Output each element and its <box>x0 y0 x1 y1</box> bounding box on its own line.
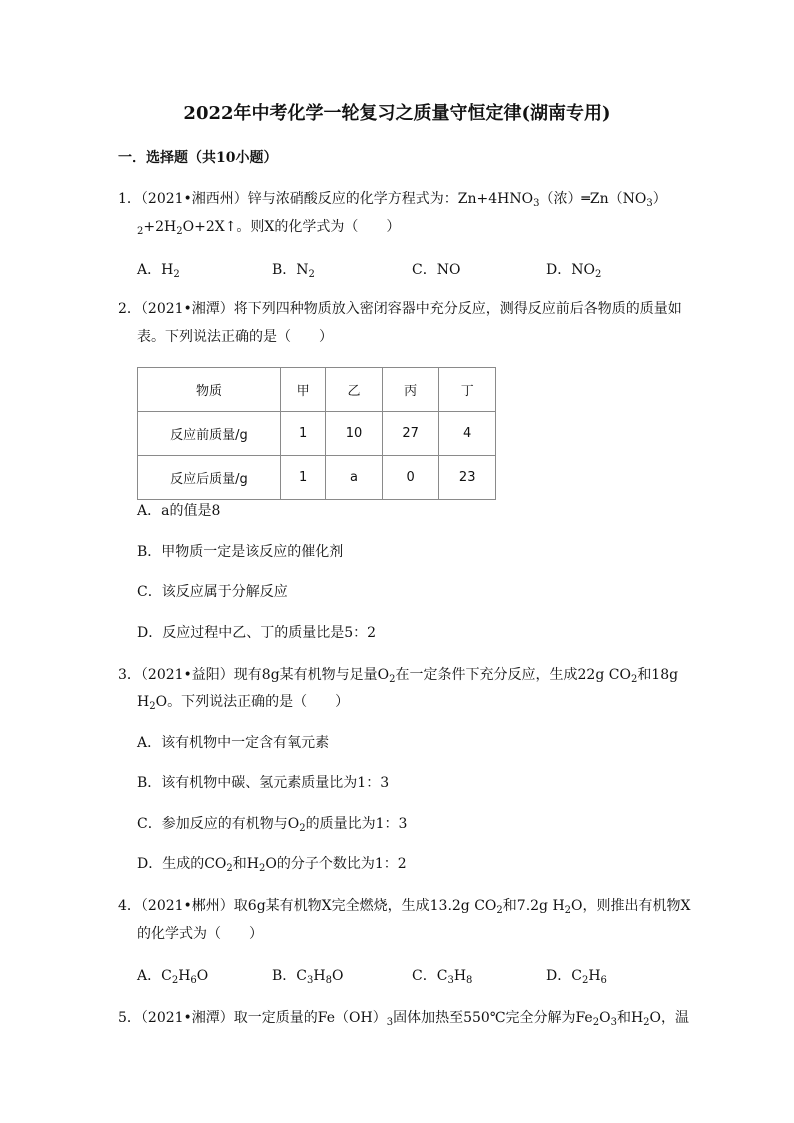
q1-text-a: 1．（2021•湘西州）锌与浓硝酸反应的化学方程式为：Zn+4HNO <box>118 191 534 207</box>
q2-option-d[interactable]: D．反应过程中乙、丁的质量比是5：2 <box>137 625 377 641</box>
q3-option-d-text-b: 和H <box>232 856 260 872</box>
q3-text-d: H <box>137 694 150 710</box>
q4-line2: 的化学式为（ ） <box>137 926 263 942</box>
q5-sub-d: 2 <box>643 1017 650 1028</box>
table-cell: 反应后质量/g <box>138 456 281 500</box>
page-title: 2022年中考化学一轮复习之质量守恒定律(湖南专用) <box>183 103 611 124</box>
q1-option-d-sub: 2 <box>594 269 602 280</box>
q4-option-b-t1: B．C <box>272 968 307 984</box>
q3-option-c-text-b: 的质量比为1：3 <box>305 816 408 832</box>
q1-option-c[interactable] <box>412 261 460 279</box>
q4-option-a-s2: 6 <box>190 975 197 986</box>
q1-option-d[interactable] <box>546 261 601 284</box>
q1-option-b[interactable] <box>272 261 315 284</box>
q4-sub-a: 2 <box>496 905 503 916</box>
q1-option-a-sub: 2 <box>173 269 180 280</box>
q3-option-c-sub: 2 <box>299 823 306 834</box>
table-cell: 4 <box>439 412 496 456</box>
q4-option-d-s1: 2 <box>581 975 589 986</box>
q4-option-d[interactable] <box>546 967 607 990</box>
q1-sub-b: 3 <box>646 198 653 209</box>
q3-sub-c: 2 <box>149 701 156 712</box>
q1-option-c-text: C．NO <box>412 262 461 278</box>
q3-text-a: 3．（2021•益阳）现有8g某有机物与足量O <box>118 667 390 683</box>
q2-option-b[interactable]: B．甲物质一定是该反应的催化剂 <box>137 544 344 560</box>
table-header-cell: 丙 <box>382 368 439 412</box>
q5-text-d: 和H <box>616 1010 644 1026</box>
q5-sub-c: 3 <box>610 1017 617 1028</box>
q4-option-d-s2: 6 <box>600 975 607 986</box>
table-cell: 1 <box>281 456 326 500</box>
q1-line2 <box>137 218 400 241</box>
table-cell: a <box>326 456 383 500</box>
q4-option-a[interactable] <box>137 967 208 990</box>
q1-sub-d: 2 <box>176 226 183 237</box>
q1-option-d-text: D．NO <box>546 262 595 278</box>
q5-text-e: O，温 <box>649 1010 690 1026</box>
q5-line1 <box>118 1009 689 1032</box>
q4-option-a-s1: 2 <box>171 975 179 986</box>
q2-option-a[interactable]: A．a的值是8 <box>137 503 221 519</box>
q4-option-c-t1: C．C <box>412 968 448 984</box>
q3-sub-b: 2 <box>630 674 638 685</box>
q2-line1: 2．（2021•湘潭）将下列四种物质放入密闭容器中充分反应，测得反应前后各物质的质量如 <box>118 301 682 317</box>
q4-option-c-s1: 3 <box>447 975 454 986</box>
q4-option-b[interactable] <box>272 967 343 990</box>
q4-option-a-t1: A．C <box>137 968 172 984</box>
table-header-row <box>138 368 496 412</box>
section-heading: 一．选择题（共10小题） <box>118 150 278 166</box>
q1-option-b-text: B．N <box>272 262 309 278</box>
q1-option-a[interactable] <box>137 261 180 284</box>
table-header-cell: 丁 <box>439 368 496 412</box>
q3-option-d-text-c: O的分子个数比为1：2 <box>265 856 407 872</box>
q1-line1 <box>118 190 667 213</box>
q4-option-c[interactable] <box>412 967 472 990</box>
q3-option-d[interactable] <box>137 855 407 878</box>
table-cell: 27 <box>382 412 439 456</box>
q5-text-b: 固体加热至550℃完全分解为Fe <box>393 1010 593 1026</box>
q4-option-b-t2: H <box>313 968 326 984</box>
table-header-cell: 乙 <box>326 368 383 412</box>
table-cell: 10 <box>326 412 383 456</box>
q3-text-b: 在一定条件下充分反应，生成22g CO <box>395 667 631 683</box>
table-row <box>138 456 496 500</box>
q4-option-b-s2: 8 <box>325 975 332 986</box>
q4-text-b: 和7.2g H <box>502 898 565 914</box>
q1-text-e: O+2X↑。则X的化学式为（ ） <box>182 219 401 235</box>
table-cell: 23 <box>439 456 496 500</box>
q3-option-d-sub-b: 2 <box>259 863 266 874</box>
table-header-cell: 物质 <box>138 368 281 412</box>
table-cell: 反应前质量/g <box>138 412 281 456</box>
q4-option-a-t3: O <box>196 968 209 984</box>
q3-option-b[interactable]: B．该有机物中碳、氢元素质量比为1：3 <box>137 775 390 791</box>
q1-text-d: +2H <box>143 219 177 235</box>
q1-sub-a: 3 <box>533 198 540 209</box>
q4-option-b-s1: 3 <box>307 975 314 986</box>
q3-text-e: O。下列说法正确的是（ ） <box>155 694 350 710</box>
q5-sub-a: 3 <box>386 1017 394 1028</box>
q3-option-a[interactable]: A．该有机物中一定含有氧元素 <box>137 735 330 751</box>
q1-option-a-text: A．H <box>137 262 174 278</box>
q2-line2: 表。下列说法正确的是（ ） <box>137 329 333 345</box>
table-row <box>138 412 496 456</box>
q4-text-c: O，则推出有机物X <box>571 898 691 914</box>
table-header-cell: 甲 <box>281 368 326 412</box>
q3-option-c-text-a: C．参加反应的有机物与O <box>137 816 300 832</box>
q4-option-c-t2: H <box>453 968 467 984</box>
table-cell: 0 <box>382 456 439 500</box>
q1-text-b: （浓）═Zn（NO <box>539 191 647 207</box>
q3-sub-a: 2 <box>389 674 396 685</box>
q3-option-d-text-a: D．生成的CO <box>137 856 227 872</box>
q1-sub-c: 2 <box>137 226 144 237</box>
mass-table <box>137 367 496 500</box>
q5-sub-b: 2 <box>592 1017 600 1028</box>
q4-text-a: 4．（2021•郴州）取6g某有机物X完全燃烧，生成13.2g CO <box>118 898 497 914</box>
q5-text-c: O <box>599 1010 611 1026</box>
q4-option-c-s2: 8 <box>466 975 473 986</box>
q3-line2 <box>137 693 349 716</box>
q3-option-d-sub-a: 2 <box>226 863 233 874</box>
q2-option-c[interactable]: C．该反应属于分解反应 <box>137 584 288 600</box>
q4-sub-b: 2 <box>564 905 572 916</box>
q1-option-b-sub: 2 <box>308 269 315 280</box>
q3-option-c[interactable] <box>137 815 407 838</box>
q3-line1 <box>118 666 678 689</box>
q4-option-d-t1: D．C <box>546 968 582 984</box>
q3-text-c: 和18g <box>637 667 679 683</box>
table-cell: 1 <box>281 412 326 456</box>
q5-text-a: 5．（2021•湘潭）取一定质量的Fe（OH） <box>118 1010 387 1026</box>
q1-text-c: ） <box>652 191 667 207</box>
q4-option-d-t2: H <box>588 968 601 984</box>
q4-option-a-t2: H <box>178 968 191 984</box>
q4-option-b-t3: O <box>331 968 344 984</box>
q4-line1 <box>118 897 691 920</box>
